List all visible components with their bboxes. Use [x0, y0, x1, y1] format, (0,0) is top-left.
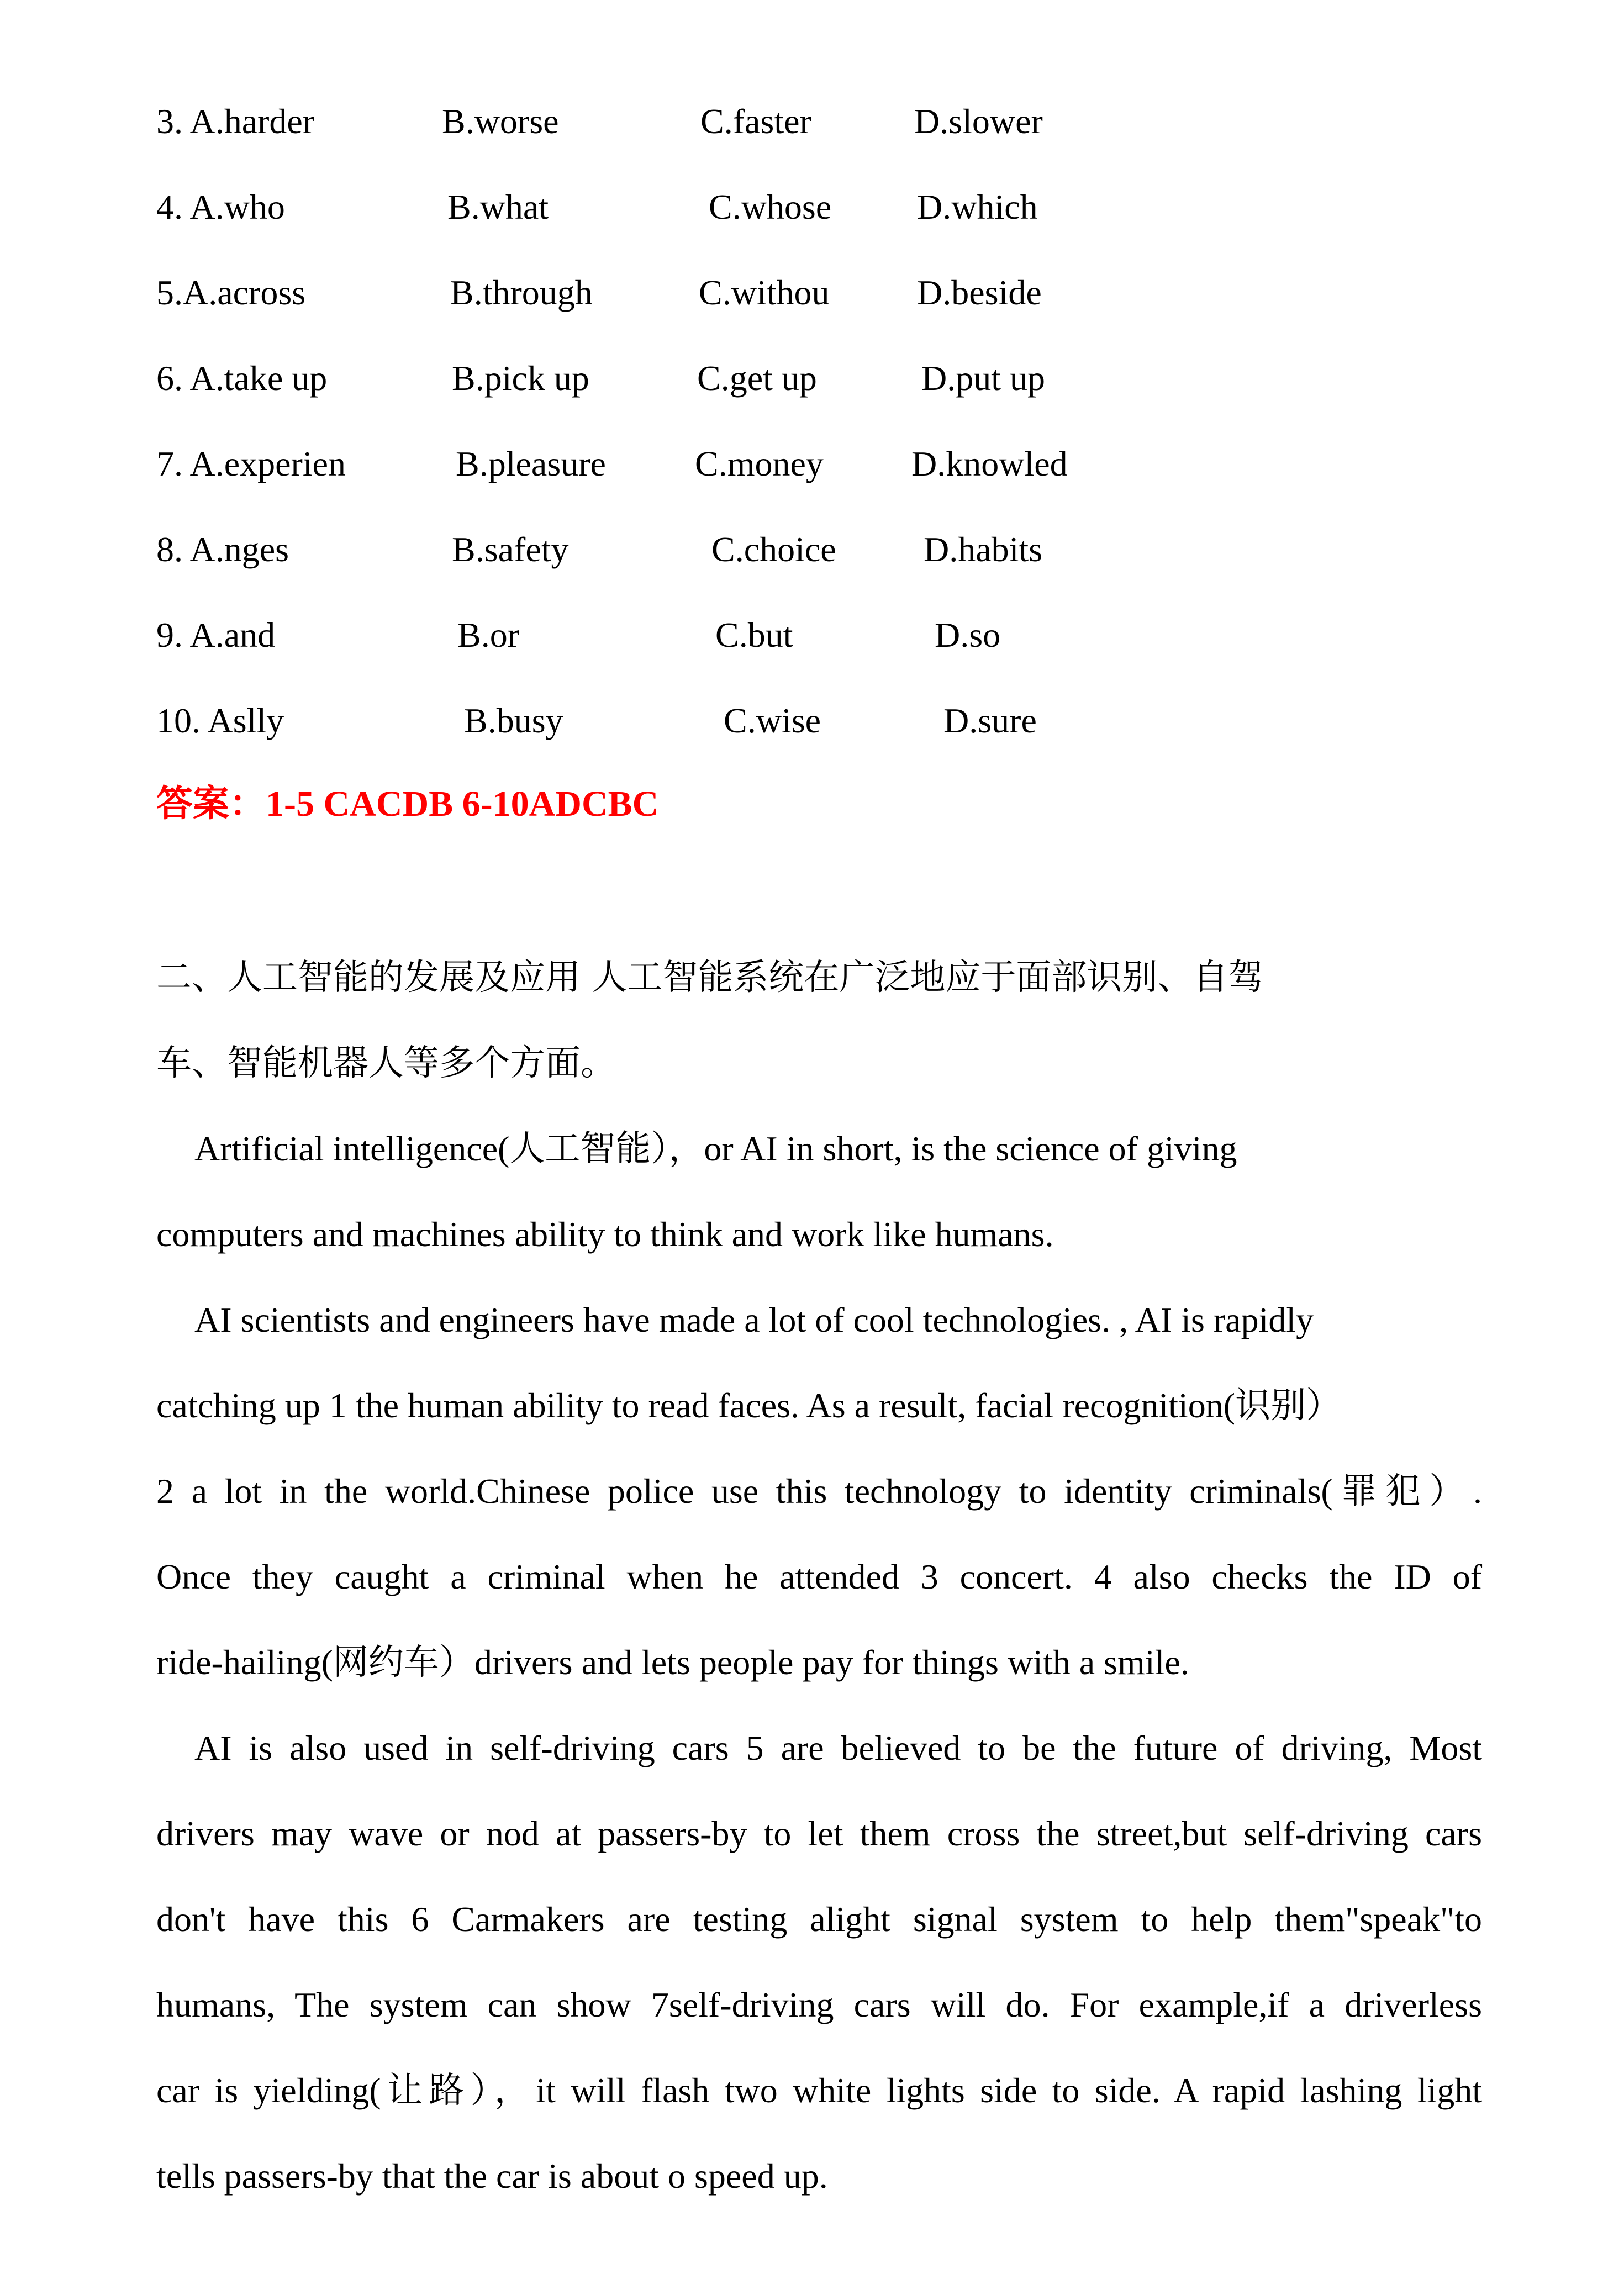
option-a: 7. A.experien: [156, 444, 346, 483]
option-d: D.knowled: [911, 444, 1068, 483]
option-row-9: [0, 608, 1624, 663]
option-d: D.sure: [943, 701, 1037, 740]
option-b: B.worse: [442, 102, 559, 141]
option-b: B.pleasure: [456, 444, 606, 483]
option-d: D.slower: [914, 102, 1043, 141]
option-b: B.what: [447, 187, 549, 226]
option-row-8: [0, 522, 1624, 577]
option-d: D.beside: [917, 273, 1042, 312]
section-title-line-1: 二、人工智能的发展及应用 人工智能系统在广泛地应于面部识别、自驾: [156, 957, 1264, 998]
option-a: 6. A.take up: [156, 358, 328, 398]
passage-line: computers and machines ability to think and work like humans.: [156, 1215, 1054, 1254]
option-c: C.get up: [697, 358, 817, 398]
passage-line: AI scientists and engineers have made a lot of cool technologies. , AI is rapidly: [194, 1300, 1314, 1339]
option-a: 5.A.across: [156, 273, 306, 312]
answer-text: 1-5 CACDB 6-10ADCBC: [266, 784, 659, 824]
passage-line: 2 a lot in the world.Chinese police use this technology to identity criminals(罪犯）.: [156, 1471, 1482, 1511]
option-a: 10. Aslly: [156, 701, 284, 740]
option-a: 4. A.who: [156, 187, 285, 226]
option-b: B.or: [457, 615, 519, 655]
passage-line: ride-hailing(网约车）drivers and lets people pay for things with a smile.: [156, 1643, 1189, 1682]
option-d: D.which: [917, 187, 1038, 226]
option-c: C.withou: [699, 273, 830, 312]
option-row-4: [0, 180, 1624, 235]
passage-line: drivers may wave or nod at passers-by to let them cross the street,but self-driving cars: [156, 1814, 1482, 1853]
option-row-6: [0, 351, 1624, 406]
passage-line: catching up 1 the human ability to read faces. As a result, facial recognition(识别）: [156, 1386, 1342, 1425]
option-c: C.wise: [724, 701, 821, 740]
section-title-line-2: 车、智能机器人等多个方面。: [156, 1043, 616, 1084]
option-d: D.so: [935, 615, 1001, 655]
option-c: C.faster: [700, 102, 811, 141]
option-d: D.habits: [924, 530, 1043, 569]
option-a: 9. A.and: [156, 615, 276, 655]
option-b: B.through: [450, 273, 593, 312]
option-c: C.whose: [709, 187, 832, 226]
option-c: C.choice: [711, 530, 836, 569]
passage-line: Artificial intelligence(人工智能），or AI in short, is the science of giving: [194, 1129, 1237, 1168]
option-c: C.but: [715, 615, 793, 655]
option-b: B.busy: [464, 701, 563, 740]
passage-line: humans, The system can show 7self-driving cars will do. For example,if a driverless: [156, 1985, 1482, 2024]
option-a: 3. A.harder: [156, 102, 315, 141]
answer-label: 答案：: [156, 782, 266, 825]
option-row-10: [0, 693, 1624, 748]
option-row-5: [0, 265, 1624, 320]
option-a: 8. A.nges: [156, 530, 289, 569]
answer-key: [156, 776, 658, 832]
option-row-7: [0, 436, 1624, 492]
option-b: B.safety: [452, 530, 569, 569]
passage-line: car is yielding(让路），it will flash two white lights side to side. A rapid lashing light: [156, 2071, 1482, 2110]
option-b: B.pick up: [452, 358, 589, 398]
passage-line: AI is also used in self-driving cars 5 are believed to be the future of driving, Most: [194, 1728, 1482, 1767]
passage-line: Once they caught a criminal when he attended 3 concert. 4 also checks the ID of: [156, 1557, 1482, 1596]
option-d: D.put up: [921, 358, 1045, 398]
passage-line: don't have this 6 Carmakers are testing alight signal system to help them"speak"to: [156, 1899, 1482, 1939]
option-row-3: [0, 94, 1624, 149]
passage-line: tells passers-by that the car is about o speed up.: [156, 2156, 828, 2196]
option-c: C.money: [695, 444, 824, 483]
